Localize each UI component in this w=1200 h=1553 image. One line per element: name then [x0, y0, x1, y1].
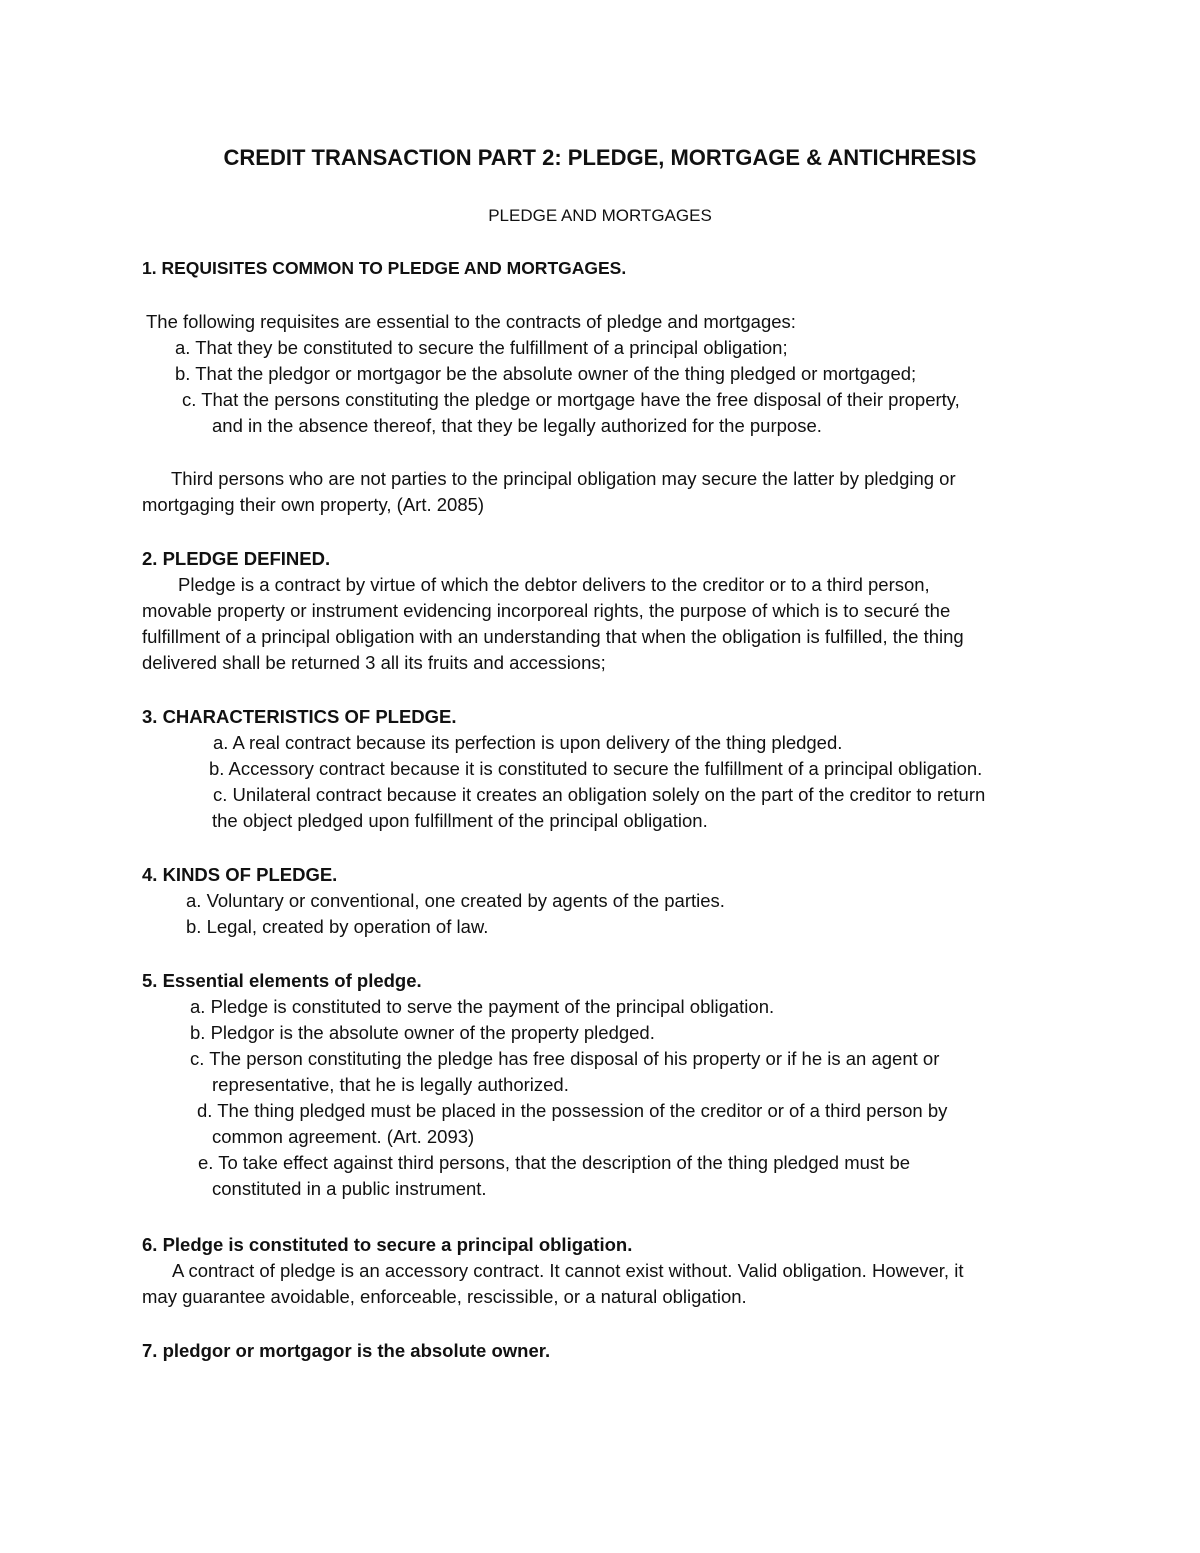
section-2-line-3: fulfillment of a principal obligation with an understanding that when the obligation is fulfilled, the thing: [142, 626, 964, 647]
section-3-item-c-line-1: c. Unilateral contract because it creates an obligation solely on the part of the creditor to return: [213, 784, 986, 805]
section-1-paragraph-line-2: mortgaging their own property, (Art. 2085): [142, 494, 485, 515]
section-5-item-d-line-2: common agreement. (Art. 2093): [212, 1126, 475, 1147]
section-7-heading: 7. pledgor or mortgagor is the absolute owner.: [142, 1340, 551, 1361]
section-2-heading: 2. PLEDGE DEFINED.: [142, 548, 331, 569]
section-1-item-a: a. That they be constituted to secure the fulfillment of a principal obligation;: [175, 337, 788, 358]
section-4-item-a: a. Voluntary or conventional, one created by agents of the parties.: [186, 890, 725, 911]
section-1-heading: 1. REQUISITES COMMON TO PLEDGE AND MORTGAGES.: [142, 258, 627, 278]
section-6-line-2: may guarantee avoidable, enforceable, rescissible, or a natural obligation.: [142, 1286, 747, 1307]
section-4-heading: 4. KINDS OF PLEDGE.: [142, 864, 338, 885]
section-1-paragraph-line-1: Third persons who are not parties to the principal obligation may secure the latter by pledging or: [171, 468, 956, 489]
section-5-item-b: b. Pledgor is the absolute owner of the property pledged.: [190, 1022, 655, 1043]
document-subtitle: PLEDGE AND MORTGAGES: [488, 206, 712, 225]
section-5-item-c-line-2: representative, that he is legally authorized.: [212, 1074, 569, 1095]
section-2-line-4: delivered shall be returned 3 all its fruits and accessions;: [142, 652, 606, 673]
section-4-item-b: b. Legal, created by operation of law.: [186, 916, 489, 937]
section-1-intro: The following requisites are essential to the contracts of pledge and mortgages:: [146, 311, 796, 332]
document-title: CREDIT TRANSACTION PART 2: PLEDGE, MORTGAGE & ANTICHRESIS: [223, 145, 977, 170]
section-5-item-c-line-1: c. The person constituting the pledge has free disposal of his property or if he is an agent or: [190, 1048, 940, 1069]
section-3-item-a: a. A real contract because its perfection is upon delivery of the thing pledged.: [213, 732, 843, 753]
section-5-item-a: a. Pledge is constituted to serve the payment of the principal obligation.: [190, 996, 775, 1017]
section-1-item-b: b. That the pledgor or mortgagor be the absolute owner of the thing pledged or mortgaged;: [175, 363, 917, 384]
section-2-line-2: movable property or instrument evidencing incorporeal rights, the purpose of which is to securé the: [142, 600, 951, 621]
section-3-item-c-line-2: the object pledged upon fulfillment of the principal obligation.: [212, 810, 708, 831]
section-5-item-d-line-1: d. The thing pledged must be placed in the possession of the creditor or of a third person by: [197, 1100, 948, 1121]
section-1-item-c-line-2: and in the absence thereof, that they be legally authorized for the purpose.: [212, 415, 822, 436]
section-2-line-1: Pledge is a contract by virtue of which the debtor delivers to the creditor or to a third person,: [178, 574, 930, 595]
section-5-heading: 5. Essential elements of pledge.: [142, 970, 422, 991]
section-3-item-b: b. Accessory contract because it is constituted to secure the fulfillment of a principal obligation.: [209, 758, 983, 779]
section-3-heading: 3. CHARACTERISTICS OF PLEDGE.: [142, 706, 457, 727]
section-5-item-e-line-1: e. To take effect against third persons, that the description of the thing pledged must be: [198, 1152, 911, 1173]
section-6-line-1: A contract of pledge is an accessory contract. It cannot exist without. Valid obligation. However, it: [172, 1260, 964, 1281]
section-6-heading: 6. Pledge is constituted to secure a principal obligation.: [142, 1234, 633, 1255]
section-5-item-e-line-2: constituted in a public instrument.: [212, 1178, 487, 1199]
section-1-item-c-line-1: c. That the persons constituting the pledge or mortgage have the free disposal of their property,: [182, 389, 960, 410]
